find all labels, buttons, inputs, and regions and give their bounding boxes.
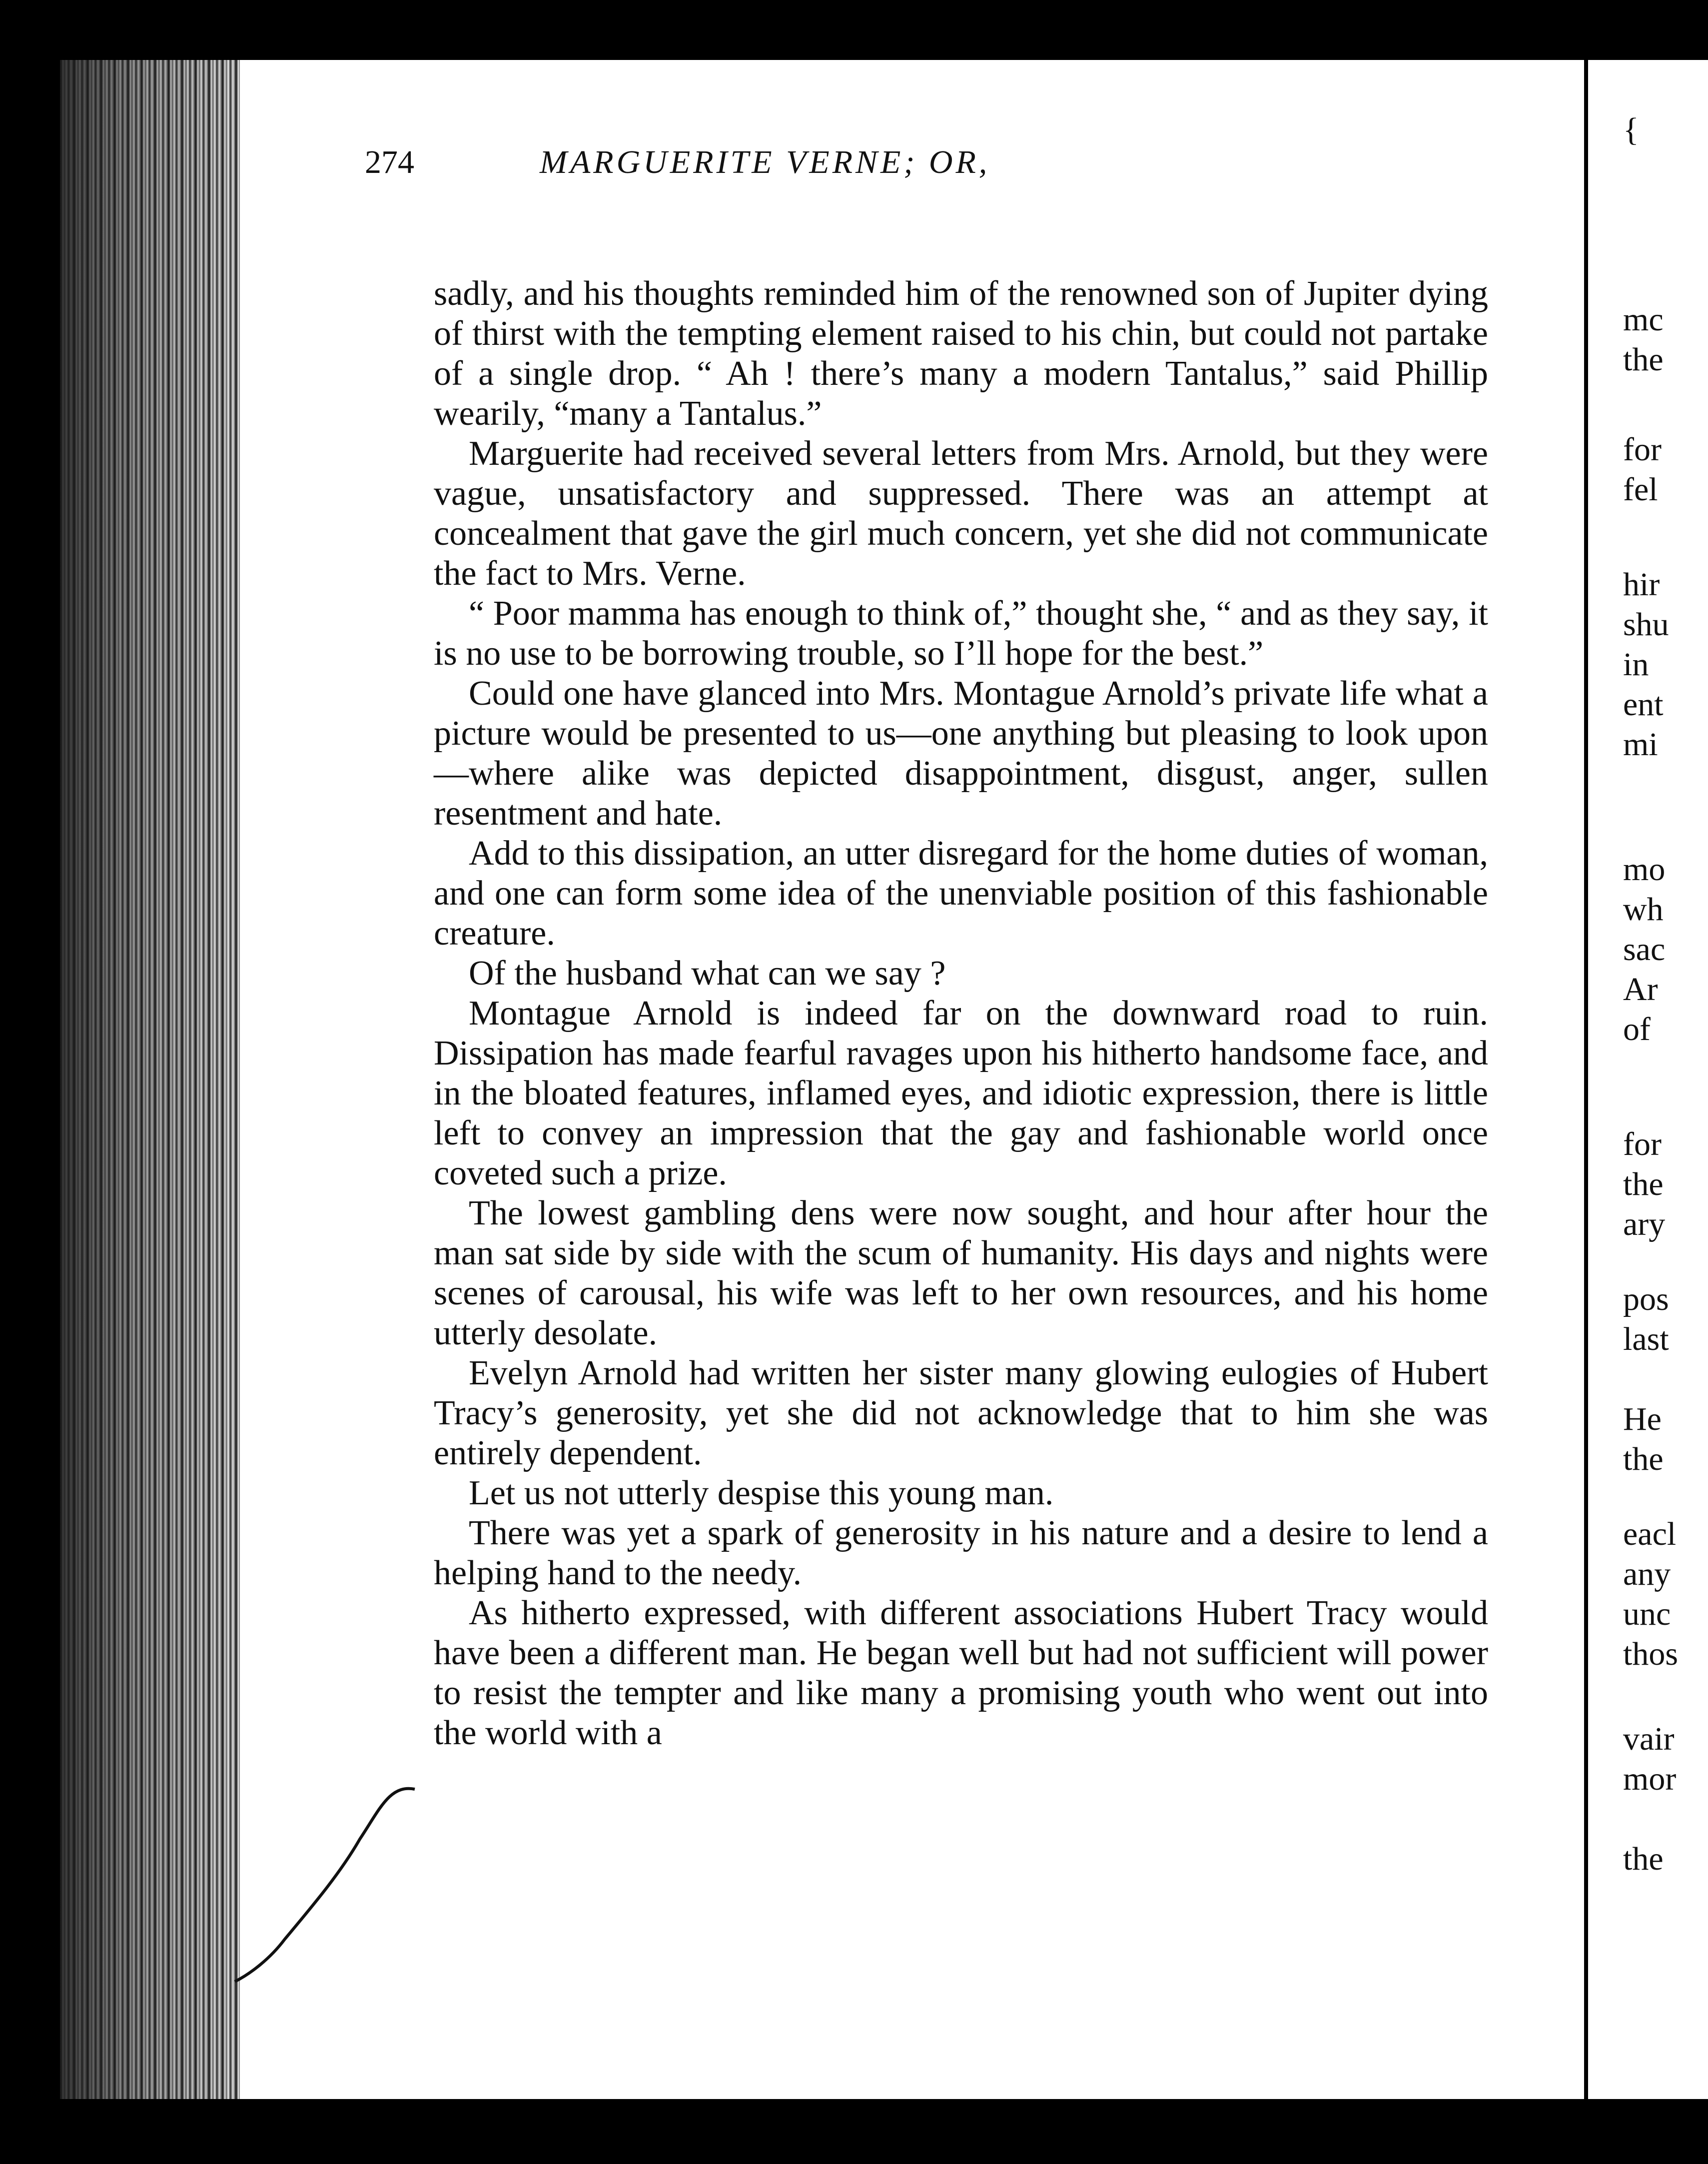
fragment-text: pos (1623, 1281, 1669, 1317)
fragment-text: mor (1623, 1761, 1677, 1797)
fragment-text: the (1623, 1841, 1664, 1877)
fragment-text: for (1623, 431, 1662, 468)
fragment-text: ent (1623, 686, 1664, 723)
running-title: MARGUERITE VERNE; OR, (540, 144, 990, 180)
fragment-text: sac (1623, 931, 1666, 968)
fragment-text: thos (1623, 1636, 1679, 1672)
page-edge-shadow (60, 60, 240, 2099)
paragraph: As hitherto expressed, with different associations Hubert Tracy would have been a different man. He began well but had not sufficient will power to resist the tempter and like many a promising youth who went out into the world with a (434, 1594, 1488, 1752)
paragraph: Montague Arnold is indeed far on the downward road to ruin. Dissipation has made fearful ravages upon his hitherto handsome face, and in the bloated features, inflamed eyes, and idiotic expression, there is little left to convey an impression that the gay and fashionable world once coveted such a prize. (434, 994, 1488, 1192)
fragment-text: mo (1623, 851, 1666, 888)
pen-scratch-mark (230, 1779, 420, 1989)
body-text (434, 274, 1488, 1753)
fragment-text: any (1623, 1556, 1671, 1592)
paragraph: sadly, and his thoughts reminded him of the renowned son of Jupiter dying of thirst with the tempting element raised to his chin, but could not partake of a single drop. “ Ah ! there’s many a modern Tantalus,” said Phillip wearily, “many a Tantalus.” (434, 274, 1488, 433)
page-number: 274 (365, 144, 414, 180)
fragment-text: the (1623, 1441, 1664, 1477)
paragraph: The lowest gambling dens were now sought, and hour after hour the man sat side by side with the scum of humanity. His days and nights were scenes of carousal, his wife was left to her own resources, and his home utterly desolate. (434, 1194, 1488, 1352)
fragment-text: wh (1623, 891, 1664, 928)
fragment-text: fel (1623, 471, 1658, 508)
paragraph: Add to this dissipation, an utter disregard for the home duties of woman, and one can form some idea of the unenviable position of this fashionable creature. (434, 834, 1488, 953)
fragment-text: last (1623, 1321, 1669, 1357)
fragment-text: the (1623, 341, 1664, 378)
fragment-text: mi (1623, 726, 1658, 763)
paragraph: Evelyn Arnold had written her sister many glowing eulogies of Hubert Tracy’s generosity, yet she did not acknowledge that to him she was entirely dependent. (434, 1354, 1488, 1472)
paragraph: Could one have glanced into Mrs. Montague Arnold’s private life what a picture would be presented to us—one anything but pleasing to look upon—where alike was depicted disappointment, disgust, anger, sullen resentment and hate. (434, 674, 1488, 833)
fragment-text: Ar (1623, 971, 1658, 1008)
fragment-text: vair (1623, 1721, 1675, 1757)
fragment-text: eacl (1623, 1516, 1677, 1552)
paragraph: “ Poor mamma has enough to think of,” thought she, “ and as they say, it is no use to be borrowing trouble, so I’ll hope for the best.” (434, 594, 1488, 673)
fragment-text: for (1623, 1126, 1662, 1162)
fragment-text: unc (1623, 1596, 1671, 1632)
fragment-text: hir (1623, 566, 1660, 603)
fragment-text: mc (1623, 301, 1664, 338)
fragment-text: of (1623, 1011, 1651, 1048)
fragment-text: in (1623, 646, 1649, 683)
fragment-text: ary (1623, 1206, 1666, 1242)
fragment-text: shu (1623, 606, 1669, 643)
page-header (365, 130, 1339, 195)
fragment-text: He (1623, 1401, 1662, 1437)
paragraph: Marguerite had received several letters from Mrs. Arnold, but they were vague, unsatisfactory and suppressed. There was an attempt at concealment that gave the girl much concern, yet she did not communicate the fact to Mrs. Verne. (434, 434, 1488, 593)
paragraph: Let us not utterly despise this young man. (469, 1474, 1054, 1512)
paragraph: Of the husband what can we say ? (469, 954, 946, 993)
paragraph: There was yet a spark of generosity in his nature and a desire to lend a helping hand to the needy. (434, 1514, 1488, 1592)
fragment-text: { (1623, 111, 1639, 148)
fragment-text: the (1623, 1166, 1664, 1202)
book-page (60, 60, 1584, 2099)
adjacent-page-fragment (1584, 60, 1708, 2099)
